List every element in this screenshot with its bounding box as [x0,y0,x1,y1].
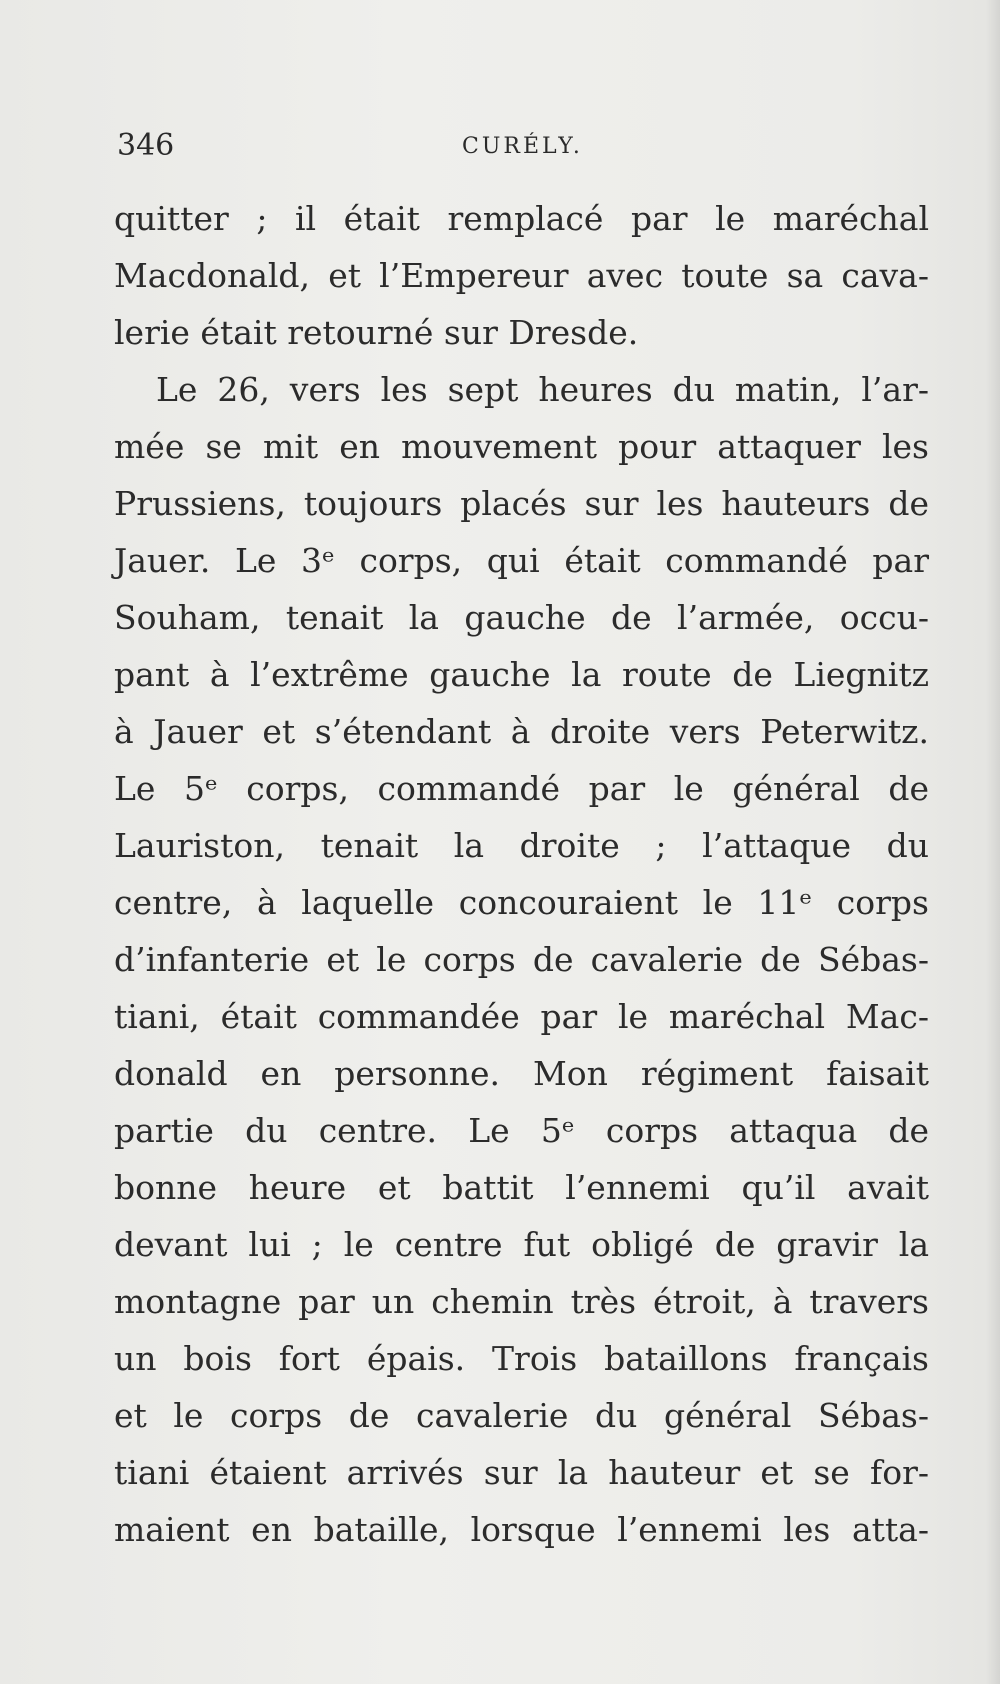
running-title: CURÉLY. [462,134,583,159]
text-line: mée se mit en mouvement pour attaquer les [114,427,929,466]
text-line: maient en bataille, lorsque l’ennemi les atta- [114,1510,929,1549]
text-line: tiani étaient arrivés sur la hauteur et se for- [114,1453,929,1492]
text-line: montagne par un chemin très étroit, à travers [114,1282,929,1321]
text-line: lerie était retourné sur Dresde. [114,313,639,352]
text-line: Jauer. Le 3ᵉ corps, qui était commandé par [114,541,929,580]
body-text [114,190,929,1558]
text-line: et le corps de cavalerie du général Sébas- [114,1396,929,1435]
running-head [117,128,927,168]
text-line: Le 26, vers les sept heures du matin, l’ar- [156,370,929,409]
text-line: bonne heure et battit l’ennemi qu’il avait [114,1168,929,1207]
text-line: devant lui ; le centre fut obligé de gravir la [114,1225,929,1264]
text-line: Lauriston, tenait la droite ; l’attaque du [114,826,929,865]
text-line: à Jauer et s’étendant à droite vers Peterwitz. [114,712,929,751]
text-line: donald en personne. Mon régiment faisait [114,1054,929,1093]
text-line: partie du centre. Le 5ᵉ corps attaqua de [114,1111,929,1150]
text-line: centre, à laquelle concouraient le 11ᵉ corps [114,883,929,922]
text-line: Prussiens, toujours placés sur les hauteurs de [114,484,929,523]
page-edge-shadow [986,0,1000,1684]
text-line: Souham, tenait la gauche de l’armée, occu- [114,598,929,637]
text-line: pant à l’extrême gauche la route de Liegnitz [114,655,929,694]
text-line: d’infanterie et le corps de cavalerie de Sébas- [114,940,929,979]
text-line: un bois fort épais. Trois bataillons français [114,1339,929,1378]
text-line: Macdonald, et l’Empereur avec toute sa cava- [114,256,929,295]
text-line: tiani, était commandée par le maréchal Mac- [114,997,929,1036]
page-number: 346 [117,128,175,163]
text-line: Le 5ᵉ corps, commandé par le général de [114,769,929,808]
text-line: quitter ; il était remplacé par le maréchal [114,199,929,238]
